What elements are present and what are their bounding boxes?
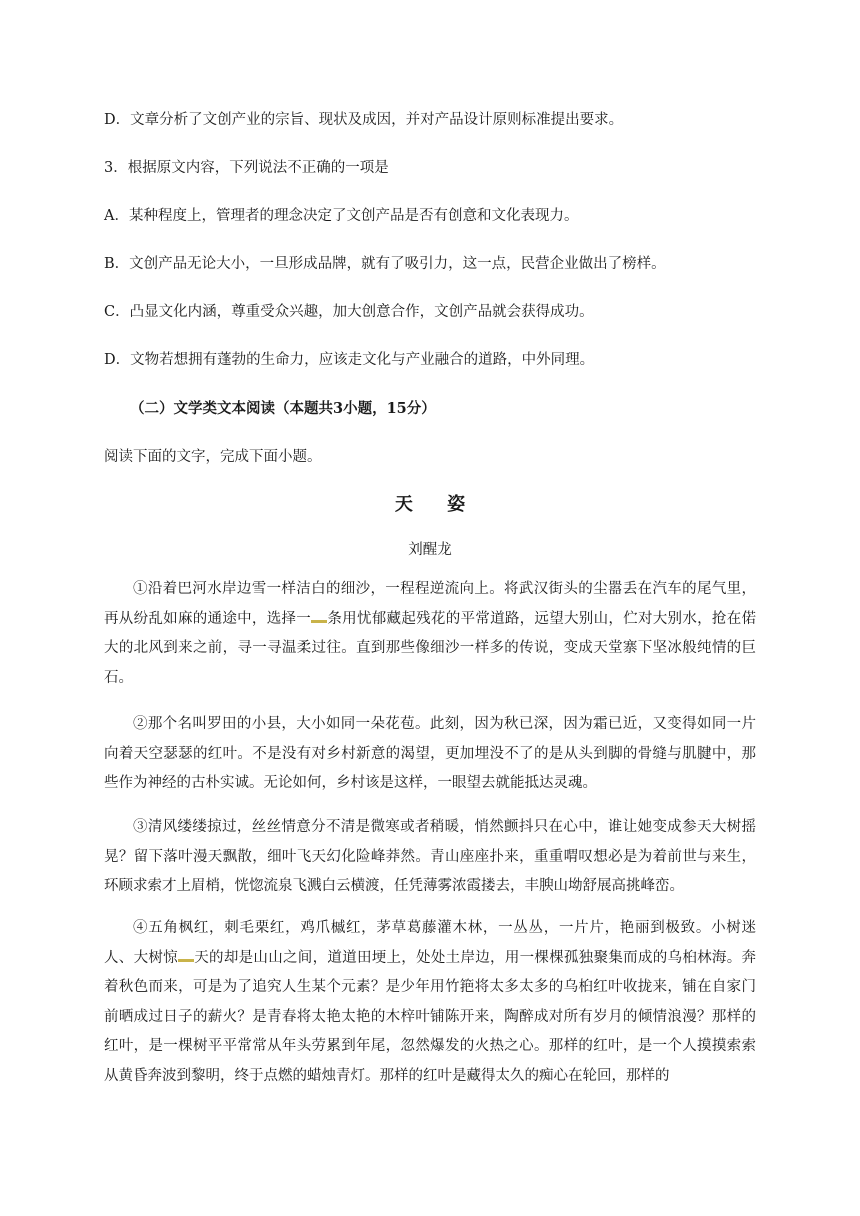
q2-option-d: D．文章分析了文创产业的宗旨、现状及成因，并对产品设计原则标准提出要求。 bbox=[104, 112, 624, 128]
article-title: 天 姿 bbox=[394, 494, 480, 515]
q3-option-b: B．文创产品无论大小，一旦形成品牌，就有了吸引力，这一点，民营企业做出了榜样。 bbox=[104, 256, 666, 272]
paragraph-1-part-a: ①沿着巴河水岸边雪一样洁白的细沙，一程程逆流向上。将武汉街头的尘嚣丢在汽车的尾气里，再从纷乱如麻的通途中，选择一 bbox=[104, 581, 756, 627]
paragraph-4 bbox=[104, 914, 756, 1091]
blank-mark bbox=[311, 610, 327, 623]
paragraph-1 bbox=[104, 575, 756, 693]
reading-instruction: 阅读下面的文字，完成下面小题。 bbox=[104, 449, 322, 465]
q3-option-c: C．凸显文化内涵，尊重受众兴趣，加大创意合作，文创产品就会获得成功。 bbox=[104, 304, 594, 320]
q3-stem: 3．根据原文内容，下列说法不正确的一项是 bbox=[104, 160, 389, 176]
q3-option-d: D．文物若想拥有蓬勃的生命力，应该走文化与产业融合的道路，中外同理。 bbox=[104, 352, 595, 368]
paragraph-3: ③清风缕缕掠过，丝丝情意分不清是微寒或者稍暖，悄然颤抖只在心中，谁让她变成参天大树摇晃？留下落叶漫天飘散，细叶飞天幻化险峰莽然。青山座座扑来，重重喟叹想必是为着前世与来生，环顾求索才上眉梢，恍惚流泉飞溅白云横渡，任凭薄雾浓霞搂去，丰腴山坳舒展高挑峰峦。 bbox=[104, 819, 756, 894]
blank-mark bbox=[178, 949, 194, 962]
paragraph-2: ②那个名叫罗田的小县，大小如同一朵花苞。此刻，因为秋已深，因为霜已近，又变得如同一片向着天空瑟瑟的红叶。不是没有对乡村新意的渴望，更加埋没不了的是从头到脚的骨缝与肌腱中，那些作为神经的古朴实诚。无论如何，乡村该是这样，一眼望去就能抵达灵魂。 bbox=[104, 716, 756, 791]
paragraph-4-part-a: ④五角枫红，刺毛栗红，鸡爪槭红，茅草葛藤灌木林，一丛丛，一片片，艳丽到极致。小树迷人、大树惊 bbox=[104, 920, 756, 966]
section-heading: （二）文学类文本阅读（本题共3小题，15分） bbox=[130, 400, 436, 417]
paragraph-4-part-b: 天的却是山山之间，道道田埂上，处处土岸边，用一棵棵孤独聚集而成的乌桕林海。奔着秋色而来，可是为了追究人生某个元素？是少年用竹筢将太多太多的乌桕红叶收拢来，铺在自家门前晒成过日子的薪火？是青春将太艳太艳的木梓叶铺陈开来，陶醉成对所有岁月的倾情浪漫？那样的红叶，是一棵树平平常常从年头劳累到年尾，忽然爆发的火热之心。那样的红叶，是一个人摸摸索索从黄昏奔波到黎明，终于点燃的蜡烛青灯。那样的红叶是藏得太久的痴心在轮回，那样的 bbox=[104, 949, 756, 1084]
q3-option-a: A．某种程度上，管理者的理念决定了文创产品是否有创意和文化表现力。 bbox=[104, 208, 579, 224]
paragraph-1-part-b: 条用忧郁藏起残花的平常道路，远望大别山，伫对大别水，抢在偌大的北风到来之前，寻一寻温柔过往。直到那些像细沙一样多的传说，变成天堂寨下坚冰般纯情的巨石。 bbox=[104, 610, 757, 686]
article-author: 刘醒龙 bbox=[408, 542, 452, 558]
